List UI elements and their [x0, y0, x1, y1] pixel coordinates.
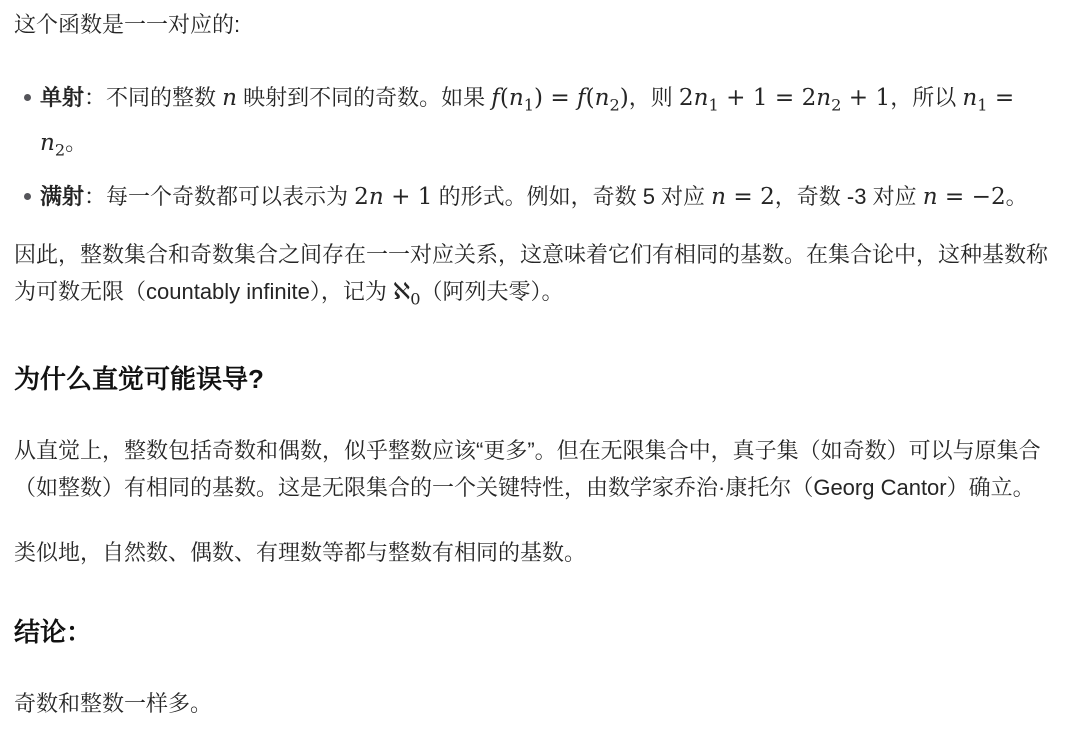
text-segment: 的形式。例如，奇数 5 对应 — [432, 184, 712, 210]
text-segment: 因此，整数集合和奇数集合之间存在一一对应关系，这意味着它们有相同的基数。在集合论中，这种基数称为可数无限（countably infinite），记为 — [14, 242, 1049, 305]
cardinality-paragraph — [14, 236, 1066, 318]
text-segment: ，所以 — [890, 85, 963, 110]
intro-paragraph — [14, 6, 1066, 43]
text-segment: （阿列夫零）。 — [420, 279, 564, 305]
bold-term: 单射 — [40, 85, 85, 110]
math-expression: $2n_1 + 1 = 2n_2 + 1$ — [678, 85, 891, 115]
intuition-paragraph — [14, 432, 1066, 506]
math-expression: n = 2 — [711, 184, 775, 211]
math-expression: 2n + 1 — [354, 184, 433, 211]
bijection-list — [14, 79, 1066, 216]
list-item-surjective — [40, 178, 1066, 216]
math-expression: ℵ$_0$ — [393, 279, 421, 309]
intuition-heading: 为什么直觉可能误导? — [14, 363, 264, 394]
text-segment: ，奇数 -3 对应 — [774, 184, 923, 210]
text-segment: 映射到不同的奇数。如果 — [237, 85, 492, 110]
text-segment: ，则 — [628, 85, 679, 110]
conclusion-heading: 结论： — [14, 616, 93, 647]
conclusion-paragraph — [14, 685, 1066, 722]
text-segment: 这个函数是一一对应的: — [14, 12, 241, 37]
bold-term: 满射 — [40, 184, 85, 210]
text-segment: 类似地，自然数、偶数、有理数等都与整数有相同的基数。 — [14, 539, 587, 565]
text-segment: 。 — [65, 129, 88, 155]
text-segment: 奇数和整数一样多。 — [14, 690, 213, 716]
math-expression: n — [222, 85, 238, 111]
math-expression: n = −2 — [922, 184, 1006, 211]
text-segment: 从直觉上，整数包括奇数和偶数，似乎整数应该“更多”。但在无限集合中，真子集（如奇数）可以与原集合（如整数）有相同的基数。这是无限集合的一个关键特性，由数学家乔治·康托尔（Georg Cantor）确立。 — [14, 437, 1041, 500]
math-expression: $f(n_1) = f(n_2)$ — [491, 85, 629, 115]
list-item-injective — [40, 79, 1066, 168]
text-segment: ：不同的整数 — [84, 85, 223, 110]
math-expression: $n_1 = n_2$ — [40, 85, 1015, 160]
text-segment: 。 — [1005, 184, 1028, 210]
text-segment: ：每一个奇数都可以表示为 — [84, 184, 355, 210]
analogy-paragraph — [14, 534, 1066, 571]
